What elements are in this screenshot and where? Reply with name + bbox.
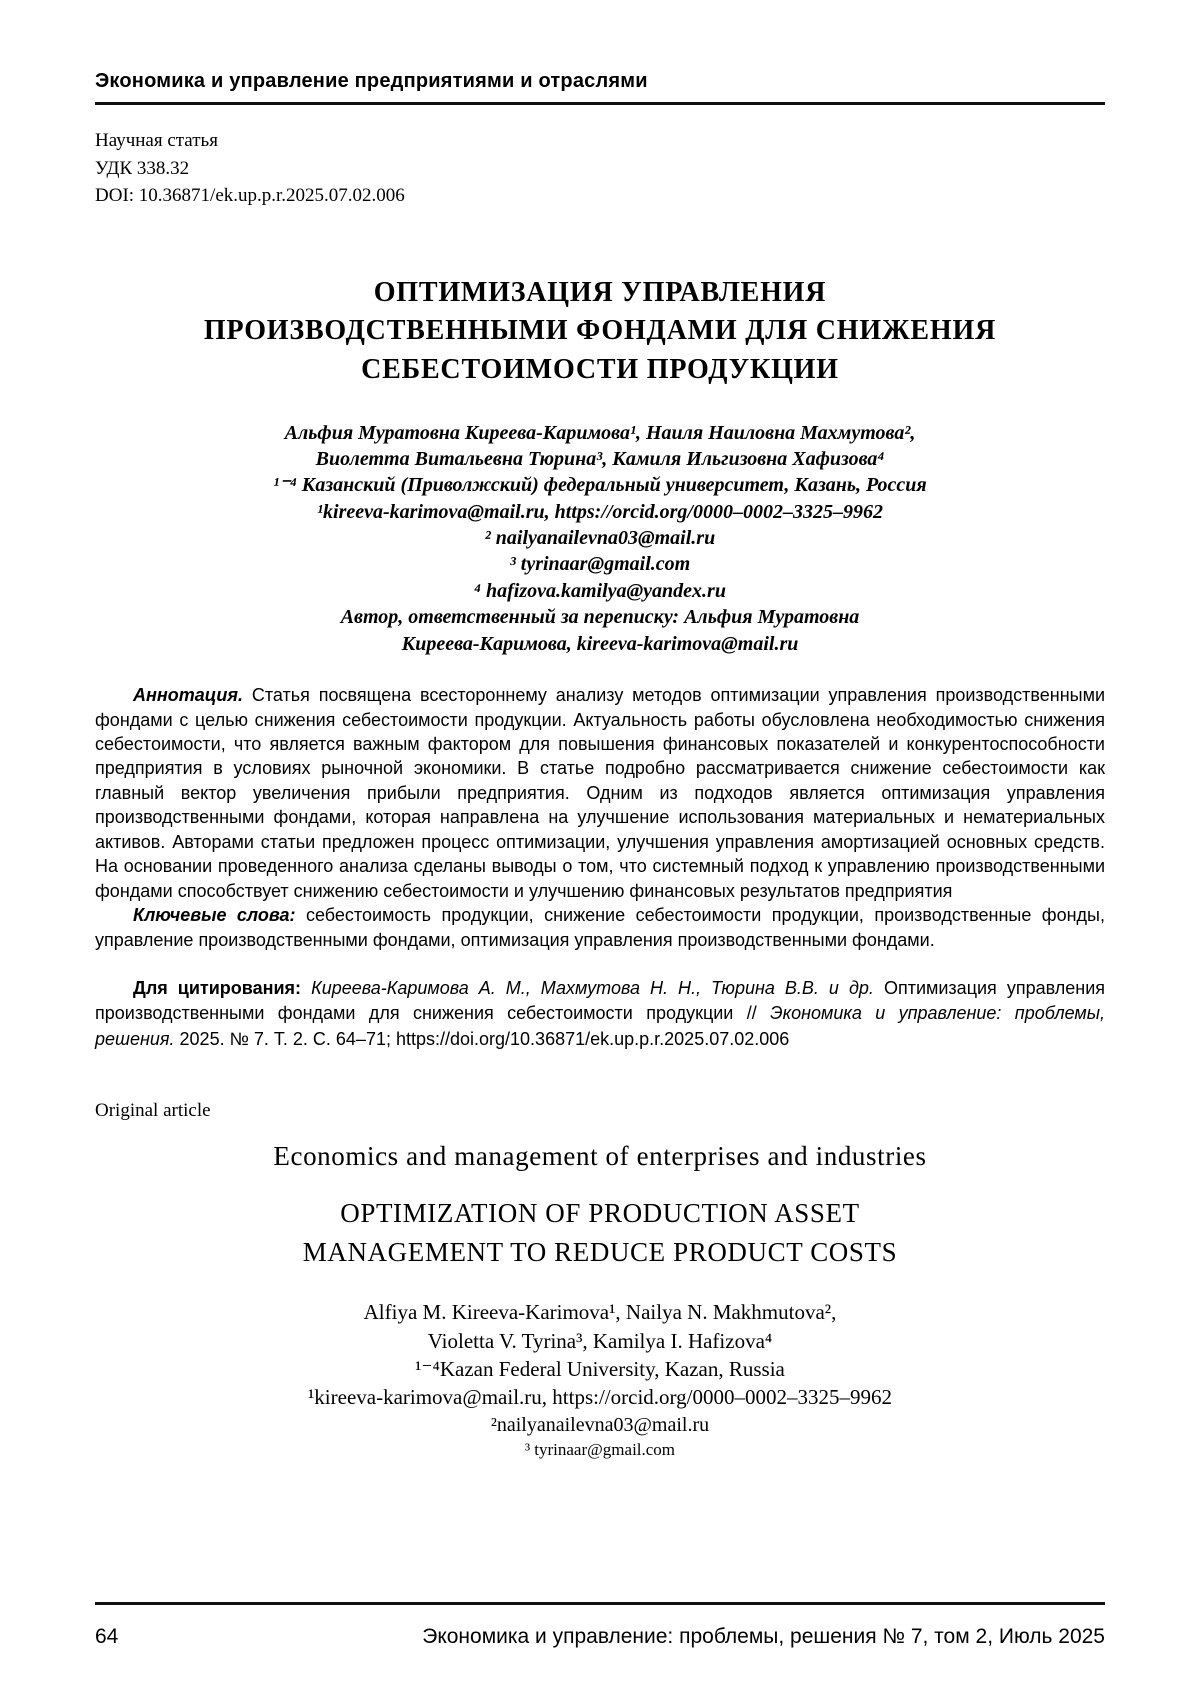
corresponding-author-line-1: Автор, ответственный за переписку: Альфия Муратовна bbox=[340, 606, 860, 629]
title-ru-line-3: СЕБЕСТОИМОСТИ ПРОДУКЦИИ bbox=[361, 353, 839, 385]
authors-en-affiliation: ¹⁻⁴Kazan Federal University, Kazan, Russia bbox=[415, 1357, 785, 1382]
abstract-paragraph bbox=[95, 683, 1105, 903]
authors-ru-names-line-1: Альфия Муратовна Киреева-Каримова¹, Наиля Наиловна Махмутова², bbox=[284, 421, 916, 444]
running-header bbox=[95, 0, 1105, 105]
author-en-email-orcid: ¹kireeva-karimova@mail.ru, https://orcid.org/0000–0002–3325–9962 bbox=[308, 1385, 892, 1410]
authors-en-names-line-1: Alfiya M. Kireeva-Karimova¹, Nailya N. Makhmutova², bbox=[363, 1300, 837, 1325]
title-ru-line-2: ПРОИЗВОДСТВЕННЫМИ ФОНДАМИ ДЛЯ СНИЖЕНИЯ bbox=[203, 315, 997, 347]
keywords-text: себестоимость продукции, снижение себестоимости продукции, производственные фонды, управление производственными фондами, оптимизация управления производственными фондами. bbox=[95, 905, 1105, 950]
author-ru-email-orcid: ¹kireeva-karimova@mail.ru, https://orcid.org/0000–0002–3325–9962 bbox=[317, 500, 883, 523]
footer-journal-info: Экономика и управление: проблемы, решения № 7, том 2, Июль 2025 bbox=[422, 1625, 1105, 1648]
author-ru-email-4: ⁴ hafizova.kamilya@yandex.ru bbox=[474, 579, 726, 602]
author-ru-email-2: ² nailyanailevna03@mail.ru bbox=[484, 527, 716, 550]
author-en-email-2: ²nailyanailevna03@mail.ru bbox=[490, 1413, 710, 1436]
page-number: 64 bbox=[95, 1625, 119, 1648]
keywords-paragraph bbox=[95, 903, 1105, 952]
article-type-en: Original article bbox=[95, 1099, 211, 1121]
doi-line: DOI: 10.36871/ek.up.p.r.2025.07.02.006 bbox=[95, 185, 405, 207]
abstract-keywords-block bbox=[95, 683, 1105, 952]
citation-details: 2025. № 7. Т. 2. С. 64–71; https://doi.org/10.36871/ek.up.p.r.2025.07.02.006 bbox=[179, 1028, 790, 1049]
authors-ru-names-line-2: Виолетта Витальевна Тюрина³, Камиля Ильгизовна Хафизова⁴ bbox=[315, 447, 885, 470]
title-ru-line-1: ОПТИМИЗАЦИЯ УПРАВЛЕНИЯ bbox=[373, 276, 827, 308]
title-en-line-2: MANAGEMENT TO REDUCE PRODUCT COSTS bbox=[302, 1237, 898, 1268]
authors-block-ru bbox=[95, 420, 1105, 658]
authors-ru-affiliation: ¹⁻⁴ Казанский (Приволжский) федеральный университет, Казань, Россия bbox=[273, 474, 927, 497]
authors-block-en bbox=[95, 1298, 1105, 1461]
abstract-text: Статья посвящена всестороннему анализу методов оптимизации управления производственными фондами с целью снижения себестоимости продукции. Актуальность работы обусловлена необходимостью снижения себестоимости, что является важным фактором для повышения финансовых показателей и конкурентоспособности предприятия в условиях рыночной экономики. В статье подробно рассматривается снижение себестоимости как главный вектор увеличения прибыли предприятия. Одним из подходов является оптимизация управления производственными фондами, которая направлена на улучшение использования материальных и нематериальных активов. Авторами статьи предложен процесс оптимизации, улучшения управления амортизацией основных средств. На основании проведенного анализа сделаны выводы о том, что системный подход к управлению производственными фондами способствует снижению себестоимости и улучшению финансовых результатов предприятия bbox=[95, 685, 1105, 901]
citation-title: Оптимизация управления производственными фондами для снижения себестоимости продукции // bbox=[95, 978, 1105, 1024]
title-en-line-1: OPTIMIZATION OF PRODUCTION ASSET bbox=[340, 1198, 860, 1229]
article-title-en bbox=[95, 1194, 1105, 1272]
author-en-email-3: ³ tyrinaar@gmail.com bbox=[524, 1439, 676, 1459]
citation-journal: Экономика и управление: проблемы, решения. bbox=[95, 1003, 1105, 1049]
article-meta bbox=[95, 127, 1105, 210]
keywords-label: Ключевые слова: bbox=[133, 905, 296, 926]
corresponding-author-line-2: Киреева-Каримова, kireeva-karimova@mail.ru bbox=[401, 632, 799, 655]
journal-section-title: Экономика и управление предприятиями и отраслями bbox=[95, 70, 648, 92]
abstract-label: Аннотация. bbox=[133, 685, 243, 706]
authors-en-names-line-2: Violetta V. Tyrina³, Kamilya I. Hafizova⁴ bbox=[427, 1328, 773, 1353]
citation-label: Для цитирования: bbox=[133, 978, 302, 999]
section-title-en: Economics and management of enterprises and industries bbox=[273, 1140, 927, 1171]
article-type-label: Научная статья bbox=[95, 130, 218, 151]
article-content bbox=[0, 127, 1200, 1462]
author-ru-email-3: ³ tyrinaar@gmail.com bbox=[509, 553, 691, 576]
udc-code: УДК 338.32 bbox=[95, 157, 190, 179]
page-footer bbox=[95, 1602, 1105, 1649]
article-title-ru bbox=[95, 274, 1105, 390]
citation-authors: Киреева-Каримова А. М., Махмутова Н. Н., Тюрина В.В. и др. bbox=[311, 978, 874, 999]
citation-paragraph bbox=[95, 976, 1105, 1052]
